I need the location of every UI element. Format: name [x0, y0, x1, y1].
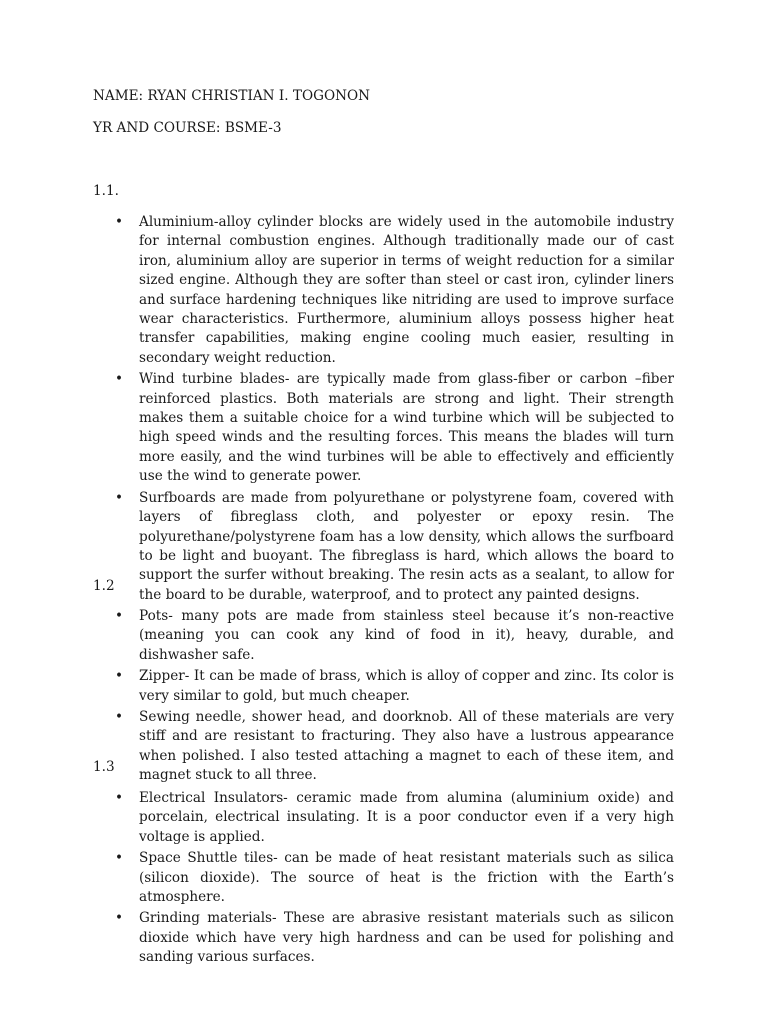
section-label-1-3: 1.3 [93, 759, 115, 775]
section-label-1-2: 1.2 [93, 578, 115, 594]
list-item [0, 607, 674, 665]
list-item [0, 370, 674, 486]
list-item [0, 667, 674, 706]
bullet-icon: • [115, 371, 124, 388]
list-item [0, 849, 674, 907]
section-1-3-list [0, 789, 768, 970]
bullet-icon: • [115, 850, 124, 867]
bullet-icon: • [115, 608, 124, 624]
list-item [0, 213, 674, 368]
list-item-text: Surfboards are made from polyurethane or polystyrene foam, covered with layers of fibreglass cloth, and polyester or epoxy resin. The polyurethane/polystyrene foam has a low density, which allows the surfboard to be light and buoyant. The fibreglass is hard, which allows the board to support the surfer without breaking. The resin acts as a sealant, to allow for the board to be durable, waterproof, and to protect any painted designs. [139, 489, 674, 603]
list-item-text: Electrical Insulators- ceramic made from alumina (aluminium oxide) and porcelain, electrical insulating. It is a poor conductor even if a very high voltage is applied. [139, 790, 674, 845]
bullet-icon: • [115, 668, 124, 685]
list-item [0, 909, 674, 967]
list-item-text: Grinding materials- These are abrasive resistant materials such as silicon dioxide which have very high hardness and can be used for polishing and sanding various surfaces. [139, 910, 674, 966]
bullet-icon: • [115, 790, 124, 806]
section-label-1-1: 1.1. [93, 183, 119, 199]
section-1-1-list [0, 213, 768, 607]
list-item [0, 789, 674, 847]
bullet-icon: • [115, 709, 124, 726]
student-name: NAME: RYAN CHRISTIAN I. TOGONON [93, 88, 371, 104]
list-item-text: Sewing needle, shower head, and doorknob. All of these materials are very stiff and are resistant to fracturing. They also have a lustrous appearance when polished. I also tested attaching a magnet to each of these item, and magnet stuck to all three. [139, 709, 674, 784]
list-item-text: Zipper- It can be made of brass, which is alloy of copper and zinc. Its color is very similar to gold, but much cheaper. [139, 668, 674, 704]
list-item-text: Space Shuttle tiles- can be made of heat resistant materials such as silica (silicon dioxide). The source of heat is the friction with the Earth’s atmosphere. [139, 850, 674, 906]
section-1-2-list [0, 607, 768, 788]
list-item-text: Wind turbine blades- are typically made from glass-fiber or carbon –fiber reinforced plastics. Both materials are strong and light. Their strength makes them a suitable choice for a wind turbine which will be subjected to high speed winds and the resulting forces. This means the blades will turn more easily, and the wind turbines will be able to effectively and efficiently use the wind to generate power. [139, 371, 674, 485]
bullet-icon: • [115, 910, 124, 927]
year-and-course: YR AND COURSE: BSME-3 [93, 120, 282, 136]
bullet-icon: • [115, 489, 124, 506]
list-item-text: Aluminium-alloy cylinder blocks are widely used in the automobile industry for internal combustion engines. Although traditionally made our of cast iron, aluminium alloy are superior in terms of weight reduction for a similar sized engine. Although they are softer than steel or cast iron, cylinder liners and surface hardening techniques like nitriding are used to improve surface wear characteristics. Furthermore, aluminium alloys possess higher heat transfer capabilities, making engine cooling much easier, resulting in secondary weight reduction. [139, 214, 674, 366]
list-item-text: Pots- many pots are made from stainless steel because it’s non-reactive (meaning you can cook any kind of food in it), heavy, durable, and dishwasher safe. [139, 608, 674, 663]
bullet-icon: • [115, 214, 124, 230]
